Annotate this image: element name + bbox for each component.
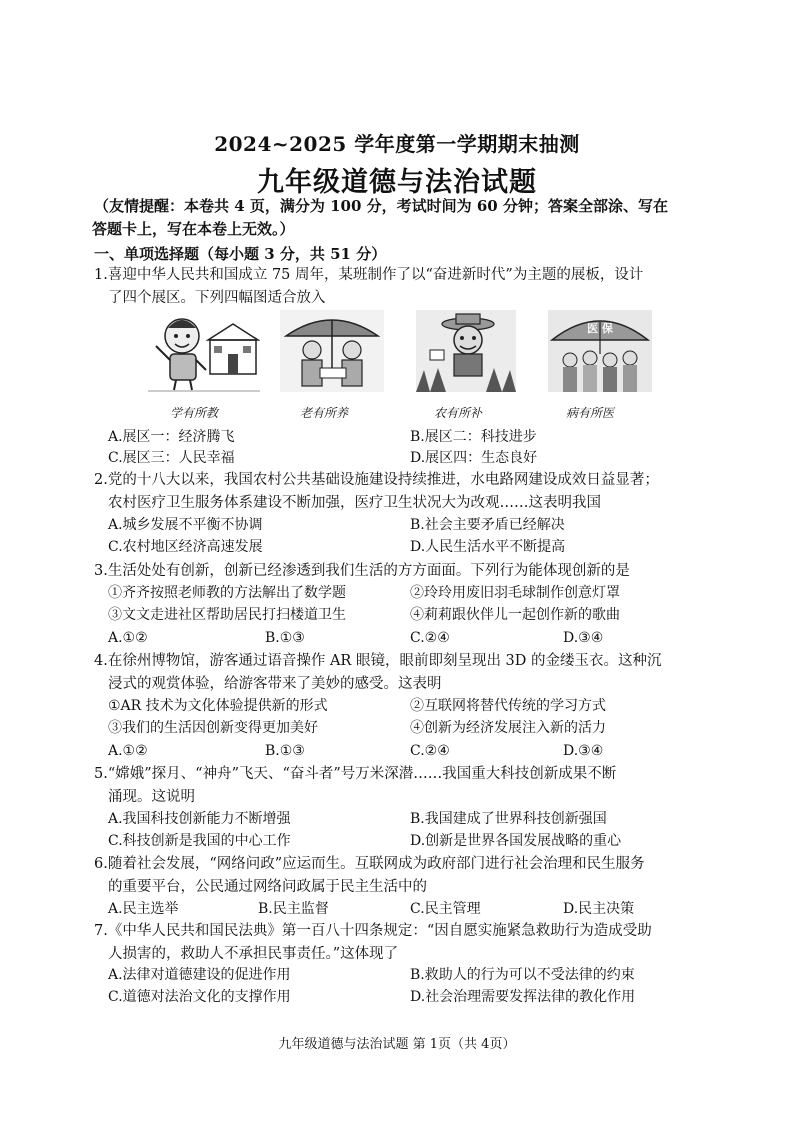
page-footer: 九年级道德与法治试题 第 1页（共 4页） — [278, 1037, 516, 1052]
q1-option-d: D.展区四：生态良好 — [410, 450, 538, 466]
q4-item-3: ③我们的生活因创新变得更加美好 — [108, 720, 318, 736]
exam-title-line2: 九年级道德与法治试题 — [257, 167, 537, 198]
q7-option-a: A.法律对道德建设的促进作用 — [108, 967, 291, 983]
q5-option-d: D.创新是世界各国发展战略的重心 — [410, 833, 622, 849]
q4-item-1: ①AR 技术为文化体验提供新的形式 — [108, 698, 328, 714]
q4-item-2: ②互联网将替代传统的学习方式 — [410, 698, 606, 714]
question-7 — [94, 920, 708, 965]
q6-option-b: B.民主监督 — [258, 901, 329, 917]
question-6-stem-cont: 的重要平台，公民通过网络问政属于民主生活中的 — [108, 878, 427, 895]
q7-option-c: C.道德对法治文化的支撑作用 — [108, 989, 291, 1005]
question-7-stem-cont: 人损害的，救助人不承担民事责任。”这体现了 — [108, 945, 399, 962]
q3-option-c: C.②④ — [410, 630, 450, 646]
q1-option-a: A.展区一：经济腾飞 — [108, 429, 235, 445]
q4-option-a: A.①② — [108, 743, 148, 759]
question-4 — [94, 650, 708, 695]
medical-insurance-sign: 医 保 — [587, 322, 613, 335]
tip-line1: （友情提醒：本卷共 4 页，满分为 100 分，考试时间为 60 分钟；答案全部涂、写在 — [94, 197, 668, 215]
q6-option-a: A.民主选举 — [108, 901, 179, 917]
question-6 — [94, 853, 708, 898]
question-6-stem: 6.随着社会发展，“网络问政”应运而生。互联网成为政府部门进行社会治理和民生服务 — [94, 856, 645, 872]
question-3-stem: 3.生活处处有创新，创新已经渗透到我们生活的方方面面。下列行为能体现创新的是 — [94, 563, 630, 579]
question-1-stem: 1.喜迎中华人民共和国成立 75 周年，某班制作了以“奋进新时代”为主题的展板，设计 — [94, 267, 644, 283]
q7-option-b: B.救助人的行为可以不受法律的约束 — [410, 967, 635, 983]
q3-item-2: ②玲玲用废旧羽毛球制作创意灯罩 — [410, 585, 620, 601]
q2-option-b: B.社会主要矛盾已经解决 — [410, 517, 565, 533]
q1-option-b: B.展区二：科技进步 — [410, 429, 537, 445]
question-2 — [94, 469, 708, 514]
question-5-stem: 5.“嫦娥”探月、“神舟”飞天、“奋斗者”号万米深潜……我国重大科技创新成果不断 — [94, 766, 617, 782]
q5-option-a: A.我国科技创新能力不断增强 — [108, 811, 291, 827]
question-7-stem: 7.《中华人民共和国民法典》第一百八十四条规定：“因自愿实施紧急救助行为造成受助 — [94, 923, 652, 939]
q5-option-b: B.我国建成了世界科技创新强国 — [410, 811, 607, 827]
question-2-stem-cont: 农村医疗卫生服务体系建设不断加强，医疗卫生状况大为改观……这表明我国 — [108, 494, 601, 511]
question-5-stem-cont: 涌现。这说明 — [108, 788, 195, 805]
exam-title-line1: 2024~2025 学年度第一学期期末抽测 — [214, 132, 580, 156]
q6-option-d: D.民主决策 — [563, 901, 635, 917]
caption-2: 老有所养 — [300, 406, 349, 420]
q3-item-3: ③文文走进社区帮助居民打扫楼道卫生 — [108, 607, 346, 623]
tip-line2: 答题卡上，写在本卷上无效。） — [92, 220, 295, 238]
student-school-illustration — [148, 310, 260, 392]
caption-1: 学有所教 — [170, 406, 219, 420]
q1-option-c: C.展区三：人民幸福 — [108, 450, 235, 466]
question-4-stem: 4.在徐州博物馆，游客通过语音操作 AR 眼镜，眼前即刻呈现出 3D 的金缕玉衣。这种沉 — [94, 653, 662, 669]
question-5 — [94, 763, 708, 808]
q4-option-c: C.②④ — [410, 743, 450, 759]
q3-item-4: ④莉莉跟伙伴儿一起创作新的歌曲 — [410, 607, 620, 623]
question-2-stem: 2.党的十八大以来，我国农村公共基础设施建设持续推进，水电路网建设成效日益显著； — [94, 472, 659, 488]
q2-option-d: D.人民生活水平不断提高 — [410, 539, 566, 555]
q4-option-b: B.①③ — [265, 743, 305, 759]
q6-option-c: C.民主管理 — [410, 901, 481, 917]
question-1-stem-cont: 了四个展区。下列四幅图适合放入 — [108, 289, 326, 306]
q2-option-c: C.农村地区经济高速发展 — [108, 539, 263, 555]
q2-option-a: A.城乡发展不平衡不协调 — [108, 517, 263, 533]
q5-option-c: C.科技创新是我国的中心工作 — [108, 833, 291, 849]
farmer-illustration — [416, 310, 516, 392]
caption-3: 农有所补 — [434, 406, 483, 420]
q3-option-a: A.①② — [108, 630, 148, 646]
question-1 — [94, 264, 708, 309]
q7-option-d: D.社会治理需要发挥法律的教化作用 — [410, 989, 636, 1005]
exam-tip — [94, 195, 714, 241]
q4-item-4: ④创新为经济发展注入新的活力 — [410, 720, 606, 736]
q3-item-1: ①齐齐按照老师教的方法解出了数学题 — [108, 585, 346, 601]
caption-4: 病有所医 — [566, 406, 615, 420]
q4-option-d: D.③④ — [563, 743, 604, 759]
q3-option-b: B.①③ — [265, 630, 305, 646]
question-4-stem-cont: 浸式的观赏体验，给游客带来了美妙的感受。这表明 — [108, 675, 442, 692]
elderly-umbrella-illustration — [280, 310, 384, 392]
question-1-illustrations — [140, 310, 620, 420]
section-title: 一、单项选择题（每小题 3 分，共 51 分） — [94, 245, 387, 263]
question-3 — [94, 560, 708, 583]
q3-option-d: D.③④ — [563, 630, 604, 646]
